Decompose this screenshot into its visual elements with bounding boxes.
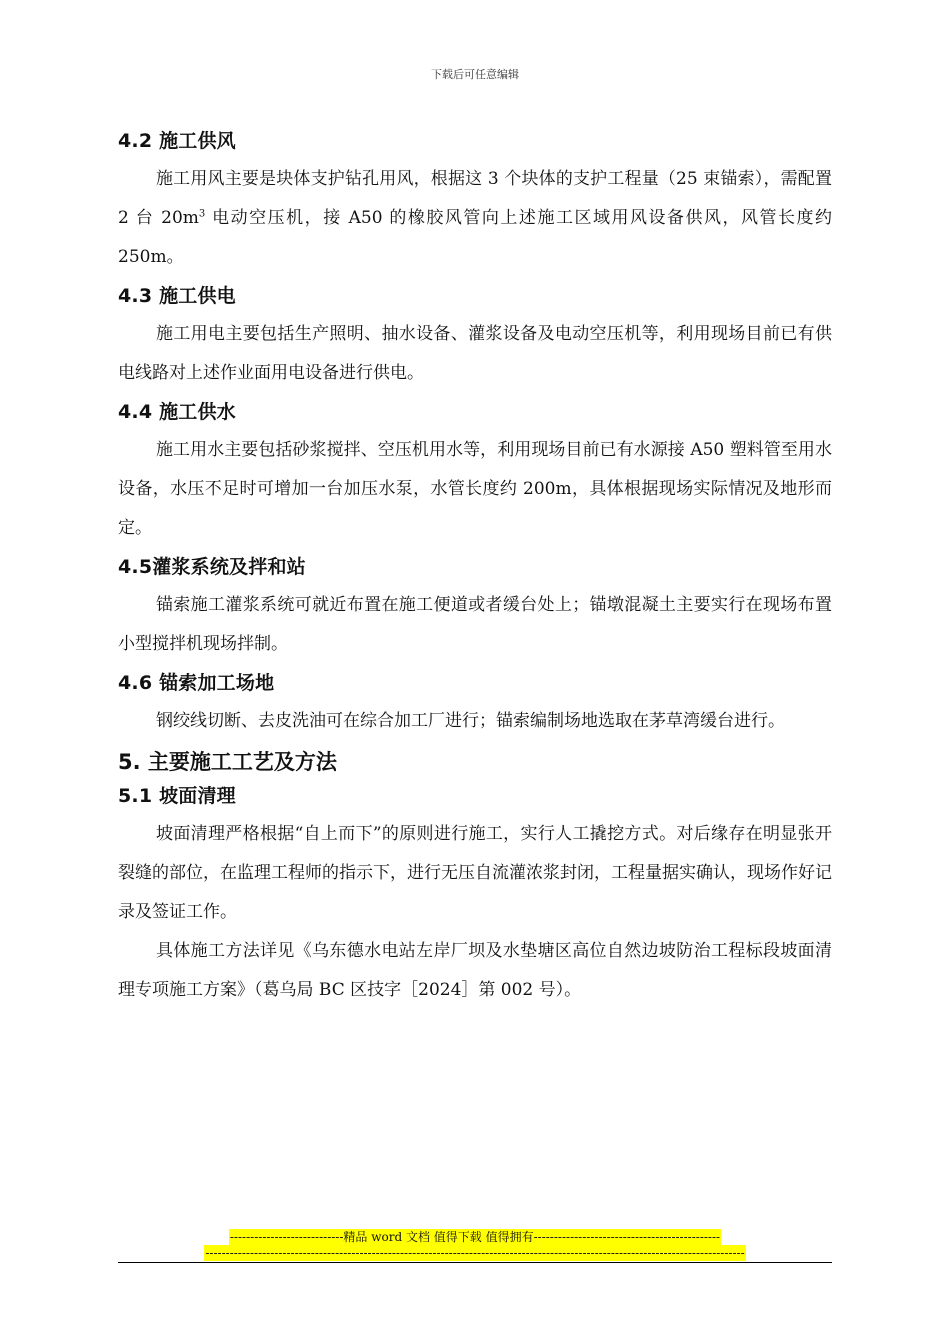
section-paragraph-4-6: 钢绞线切断、去皮洗油可在综合加工厂进行；锚索编制场地选取在茅草湾缓台进行。	[156, 711, 785, 731]
section-paragraph-4-5: 锚索施工灌浆系统可就近布置在施工便道或者缓台处上；锚墩混凝土主要实行在现场布置小型搅拌机现场拌制。	[118, 595, 832, 654]
chapter-heading-5: 5. 主要施工工艺及方法	[118, 750, 337, 774]
section-paragraph-5-1-a: 坡面清理严格根据“自上而下”的原则进行施工，实行人工撬挖方式。对后缘存在明显张开裂缝的部位，在监理工程师的指示下，进行无压自流灌浓浆封闭，工程量据实确认，现场作好记录及签证工作。	[118, 824, 832, 922]
section-paragraph-4-4: 施工用水主要包括砂浆搅拌、空压机用水等，利用现场目前已有水源接 A50 塑料管至用水设备，水压不足时可增加一台加压水泵，水管长度约 200m，具体根据现场实际情况及地形而定。	[118, 440, 832, 538]
section-heading-4-5: 4.5灌浆系统及拌和站	[118, 556, 306, 578]
section-heading-4-4: 4.4 施工供水	[118, 401, 236, 423]
section-heading-5-1: 5.1 坡面清理	[118, 785, 236, 807]
footer-banner-line-1: ----------------------------精品 word 文档 值得下载 值得拥有----------------------------------------------	[229, 1230, 721, 1244]
section-paragraph-4-2	[118, 160, 832, 277]
footer-banner	[0, 1229, 950, 1261]
document-body	[118, 122, 832, 1010]
section-heading-4-3: 4.3 施工供电	[118, 285, 236, 307]
section-paragraph-4-3: 施工用电主要包括生产照明、抽水设备、灌浆设备及电动空压机等，利用现场目前已有供电线路对上述作业面用电设备进行供电。	[118, 324, 832, 383]
footer-rule	[118, 1262, 832, 1263]
header-note: 下载后可任意编辑	[431, 68, 519, 81]
section-heading-4-6: 4.6 锚索加工场地	[118, 672, 275, 694]
section-paragraph-5-1-b: 具体施工方法详见《乌东德水电站左岸厂坝及水垫塘区高位自然边坡防治工程标段坡面清理专项施工方案》（葛乌局 BC 区技字［2024］第 002 号）。	[118, 941, 832, 1000]
footer-banner-line-2: -------------------------------------------------------------------------------------------------------------------------------------	[205, 1246, 745, 1260]
paragraph-text-part1: 施工用风主要是块体支护钻孔用风，根据这 3 个块体的支护工程量（25 束锚索），需配置 2 台 20m	[118, 169, 832, 228]
section-heading-4-2: 4.2 施工供风	[118, 130, 236, 152]
paragraph-text-part2: 电动空压机，接 A50 的橡胶风管向上述施工区域用风设备供风，风管长度约 250m。	[118, 208, 832, 267]
superscript-cubed: 3	[198, 208, 206, 220]
